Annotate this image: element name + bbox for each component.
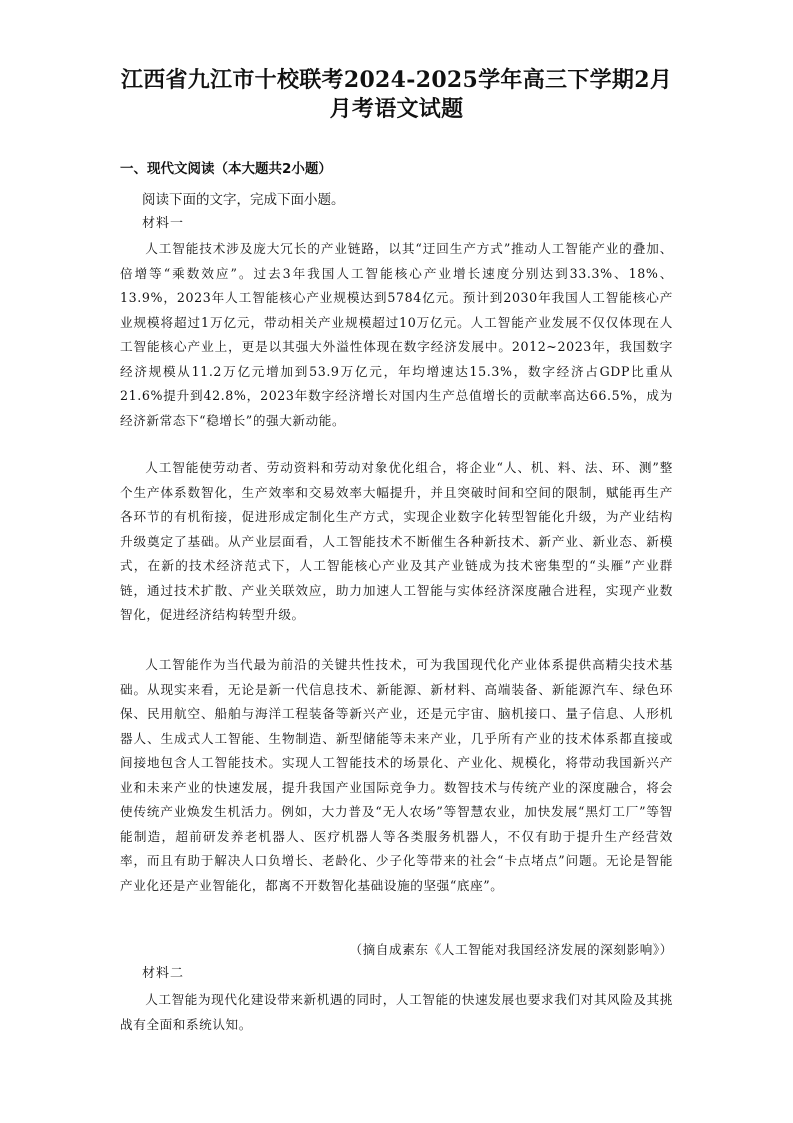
material-one-source: （摘自成素东《人工智能对我国经济发展的深刻影响》） <box>349 942 673 957</box>
material-two-paragraph-1: 人工智能为现代化建设带来新机遇的同时，人工智能的快速发展也要求我们对其风险及其挑战有全面和系统认知。 <box>120 992 673 1032</box>
material-one-paragraph-2: 人工智能使劳动者、劳动资料和劳动对象优化组合，将企业“人、机、料、法、环、测”整个生产体系数智化，生产效率和交易效率大幅提升，并且突破时间和空间的限制，赋能再生产各环节的有机衔接，促进形成定制化生产方式，实现企业数字化转型智能化升级，为产业结构升级奠定了基础。从产业层面看，人工智能技术不断催生各种新技术、新产业、新业态、新模式，在新的技术经济范式下，人工智能核心产业及其产业链成为技术密集型的“头雁”产业群链，通过技术扩散、产业关联效应，助力加速人工智能与实体经济深度融合进程，实现产业数智化，促进经济结构转型升级。 <box>120 460 673 622</box>
material-one-paragraph-1: 人工智能技术涉及庞大冗长的产业链路，以其“迂回生产方式”推动人工智能产业的叠加、倍增等“乘数效应”。过去3年我国人工智能核心产业增长速度分别达到33.3%、18%、13.9%，2023年人工智能核心产业规模达到5784亿元。预计到2030年我国人工智能核心产业规模将超过1万亿元，带动相关产业规模超过10万亿元。人工智能产业发展不仅仅体现在人工智能核心产业上，更是以其强大外溢性体现在数字经济发展中。2012~2023年，我国数字经济规模从11.2万亿元增加到53.9万亿元，年均增速达15.3%，数字经济占GDP比重从21.6%提升到42.8%，2023年数字经济增长对国内生产总值增长的贡献率高达66.5%，成为经济新常态下“稳增长”的强大新动能。 <box>120 241 673 428</box>
material-two-label: 材料二 <box>142 966 185 981</box>
page-title: 江西省九江市十校联考2024-2025学年高三下学期2月月考语文试题 <box>120 67 673 122</box>
reading-instruction: 阅读下面的文字，完成下面小题。 <box>142 192 345 208</box>
material-one-label: 材料一 <box>142 216 185 231</box>
material-one-paragraph-3: 人工智能作为当代最为前沿的关键共性技术，可为我国现代化产业体系提供高精尖技术基础。从现实来看，无论是新一代信息技术、新能源、新材料、高端装备、新能源汽车、绿色环保、民用航空、船舶与海洋工程装备等新兴产业，还是元宇宙、脑机接口、量子信息、人形机器人、生成式人工智能、生物制造、新型储能等未来产业，几乎所有产业的技术体系都直接或间接地包含人工智能技术。实现人工智能技术的场景化、产业化、规模化，将带动我国新兴产业和未来产业的快速发展，提升我国产业国际竞争力。数智技术与传统产业的深度融合，将会使传统产业焕发生机活力。例如，大力普及“无人农场”等智慧农业，加快发展“黑灯工厂”等智能制造，超前研发养老机器人、医疗机器人等各类服务机器人，不仅有助于提升生产经营效率，而且有助于解决人口负增长、老龄化、少子化等带来的社会“卡点堵点”问题。无论是智能产业化还是产业智能化，都离不开数智化基础设施的坚强“底座”。 <box>120 657 673 893</box>
section-heading: 一、现代文阅读（本大题共2小题） <box>120 161 332 177</box>
